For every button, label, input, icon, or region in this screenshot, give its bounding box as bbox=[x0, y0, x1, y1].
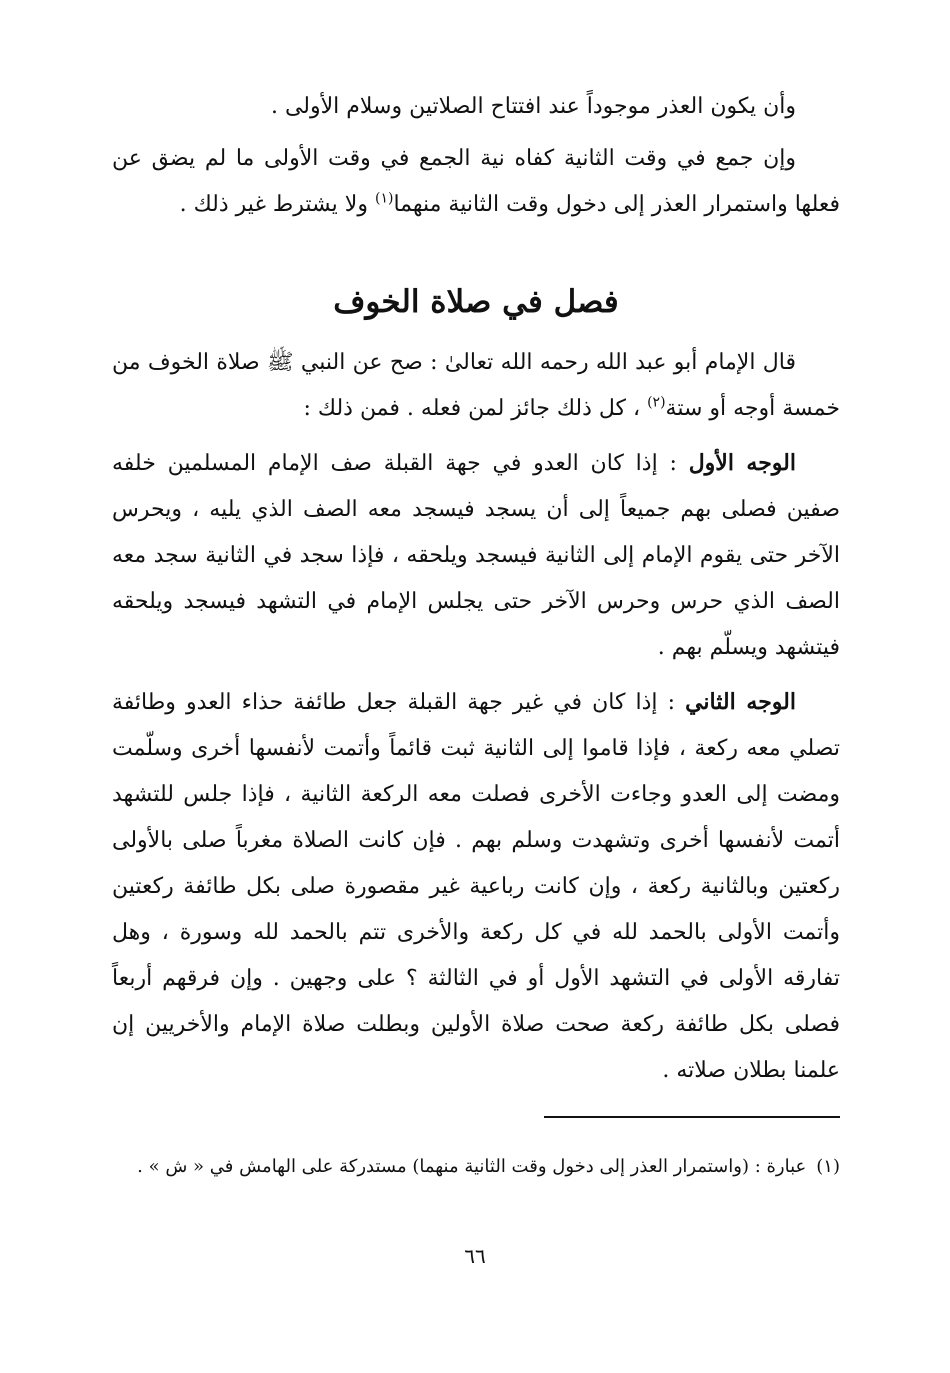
paragraph-second-way bbox=[112, 679, 840, 1094]
paragraph-condition-text: وأن يكون العذر موجوداً عند افتتاح الصلاتين وسلام الأولى . bbox=[270, 94, 796, 119]
first-way-label: الوجه الأول bbox=[688, 450, 796, 476]
page-number: ٦٦ bbox=[464, 1244, 486, 1268]
paragraph-combine-later-text: وإن جمع في وقت الثانية كفاه نية الجمع في وقت الأولى ما لم يضق عن فعلها واستمرار العذر إلى دخول وقت الثانية منهما bbox=[112, 146, 840, 217]
footnote-divider bbox=[544, 1116, 840, 1118]
section-intro-end: ، كل ذلك جائز لمن فعله . فمن ذلك : bbox=[303, 396, 648, 421]
section-title: فصل في صلاة الخوف bbox=[333, 284, 619, 320]
second-way-label: الوجه الثاني bbox=[685, 689, 796, 715]
footnote-text: عبارة : (واستمرار العذر إلى دخول وقت الثانية منهما) مستدركة على الهامش في « ش » . bbox=[137, 1156, 807, 1177]
footnote-reference-2: (٢) bbox=[647, 394, 666, 411]
paragraph-condition bbox=[112, 84, 840, 130]
first-way-text: : إذا كان العدو في جهة القبلة صف الإمام المسلمين خلفه صفين فصلى بهم جميعاً إلى أن يسجد فيسجد معه الصف الذي يليه ، ويحرس الآخر حتى يقوم الإمام إلى الثانية فيسجد ويلحقه ، فإذا سجد في الثانية سجد معه الصف الذي حرس وحرس الآخر حتى يجلس الإمام في التشهد فيسجد ويلحقه فيتشهد ويسلّم بهم . bbox=[112, 451, 840, 660]
paragraph-combine-later-end: ولا يشترط غير ذلك . bbox=[179, 192, 375, 217]
footnote-number: (١) bbox=[816, 1156, 840, 1177]
footnote bbox=[112, 1148, 840, 1186]
second-way-text: : إذا كان في غير جهة القبلة جعل طائفة حذاء العدو وطائفة تصلي معه ركعة ، فإذا قاموا إلى الثانية ثبت قائماً وأتمت لأنفسها أخرى وسلّمت ومضت إلى العدو وجاءت الأخرى فصلت معه الركعة الثانية ، فإذا جلس للتشهد أتمت لأنفسها أخرى وتشهدت وسلم بهم . فإن كانت الصلاة مغرباً صلى بالأولى ركعتين وبالثانية ركعة ، وإن كانت رباعية غير مقصورة صلى بكل طائفة ركعتين وأتمت الأولى بالحمد لله في كل ركعة والأخرى تتم بالحمد لله وسورة ، وهل تفارقه الأولى في التشهد الأول أو في الثالثة ؟ على وجهين . وإن فرقهم أربعاً فصلى بكل طائفة ركعة صحت صلاة الأولين وبطلت صلاة الإمام والأخريين إن علمنا بطلان صلاته . bbox=[112, 690, 841, 1083]
paragraph-first-way bbox=[112, 440, 840, 671]
spacer bbox=[112, 228, 840, 282]
footnote-reference-1: (١) bbox=[374, 190, 394, 207]
paragraph-combine-later bbox=[112, 136, 840, 228]
section-intro-text: قال الإمام أبو عبد الله رحمه الله تعالىٰ : صح عن النبي ﷺ صلاة الخوف من خمسة أوجه أو ستة bbox=[112, 350, 840, 421]
page-body bbox=[112, 84, 840, 1094]
section-intro bbox=[112, 340, 840, 432]
